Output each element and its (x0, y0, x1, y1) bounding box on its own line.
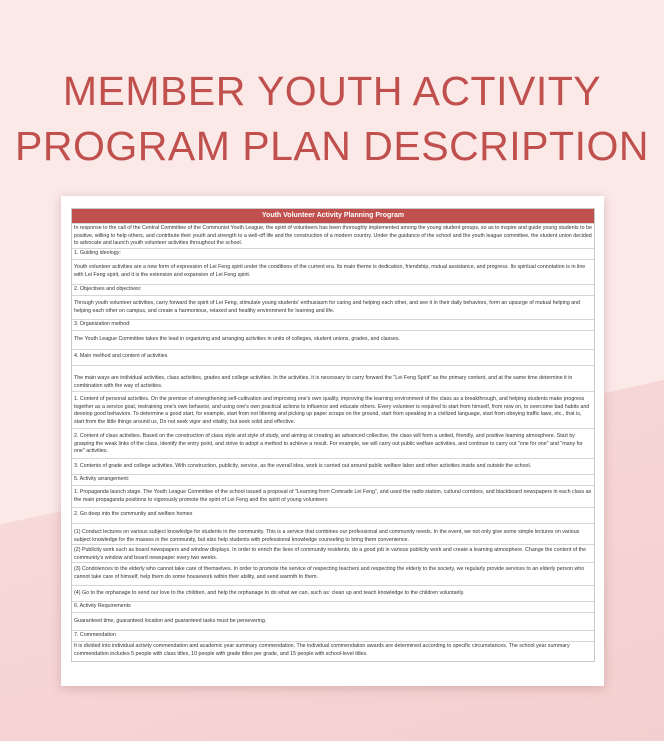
table-row: 3. Organization method: (72, 319, 594, 330)
table-row: 1. Content of personal activities. On the premise of strengthening self-cultivation and improving one's own quality, improving the learning environment of the class as a breakthrough, and helping students make progress together as a service goal, restraining one's own behavior, and using one's own practical actions to influence and educate others. Every volunteer is required to start from himself, from now on, to overcome bad habits and develop good behaviors. To determine a good start, for example, start from not littering and picking up paper scraps on the ground, start from speaking in a civilized language, start from obeying traffic laws, etc., that is, start from the little things around us, Do not seek vigor and vitality, but seek solid and effective. (72, 391, 594, 428)
table-row: 7. Commendation (72, 630, 594, 641)
table-row: The Youth League Committee takes the lead in organizing and arranging activities in units of colleges, student unions, grades, and classes. (72, 330, 594, 349)
table-row: 1. Propaganda launch stage. The Youth League Committee of the school issued a proposal of "Learning from Comrade Lei Feng", and used the radio station, cultural corridors, and blackboard newspapers in each class as the main propaganda positions to vigorously promote the spirit of Lei Feng and the spirit of young volunteers (72, 485, 594, 507)
table-row: 6. Activity Requirements (72, 601, 594, 612)
table-row: In response to the call of the Central Committee of the Communist Youth League, the spirit of volunteers has been thoroughly implemented among the young student groups, so as to inspire and guide young students to be positive, willing to help others, and contribute their youth and strength to a well-off life and the construction of a modern country. Under the guidance of the school and the youth league committee, the student union decided to advocate and launch youth volunteer activities throughout the school. (72, 223, 594, 248)
table-row: (4) Go to the orphanage to send our love to the children, and help the orphanage to do what we can, such as: clean up and teach knowledge to the children voluntarily. (72, 585, 594, 601)
table-row: (1) Conduct lectures on various subject knowledge for students in the community. This is a service that combines our professional and community needs. In the event, we not only give some simple lectures on various subject knowledge for the masses in the community, but also help students with professional knowledge counseling to bring them convenience. (72, 523, 594, 544)
hero-title-line-2: PROGRAM PLAN DESCRIPTION (15, 123, 649, 169)
spreadsheet-preview (61, 196, 604, 686)
table-row: 4. Main method and content of activities (72, 349, 594, 365)
table-row: 3. Contents of grade and college activities. With construction, publicity, service, as the overall idea, work is carried out around public welfare labor and other activities inside and outside the school. (72, 458, 594, 474)
table-row: 2. Content of class activities. Based on the construction of class style and style of study, and aiming at creating an advanced collective, the class will form a united, friendly, and positive learning atmosphere. Start by grasping the weak links of the class, identify the entry point, and strive to adopt a method to achieve a result. For example, we will carry out public welfare activities, and continue to carry out "one for one" and "many for one" activities. (72, 428, 594, 458)
table-title: Youth Volunteer Activity Planning Program (72, 209, 594, 223)
table-row: 5. Activity arrangement: (72, 474, 594, 485)
table-row: 2. Objectives and objectives: (72, 284, 594, 295)
table-row: The main ways are individual activities, class activities, grades and college activities. In the activities, it is necessary to carry forward the "Lei Feng Spirit" as the primary content, and at the same time determine it in combination with the way of activities. (72, 365, 594, 391)
table-row: Guaranteed time, guaranteed location and guaranteed tasks must be persevering. (72, 612, 594, 630)
table-row: 1. Guiding ideology: (72, 248, 594, 259)
table-row: (2) Publicity work such as board newspapers and window displays. In order to enrich the lives of community residents, do a good job in various publicity work and create a learning atmosphere. Change the content of the community's window and board newspaper every two weeks. (72, 544, 594, 562)
table-row: Through youth volunteer activities, carry forward the spirit of Lei Feng, stimulate young students' enthusiasm for caring and helping each other, and see it in their daily behaviors, form an upsurge of mutual helping and helping each other on campus, and create a harmonious, relaxed and healthy environment for learning and life. (72, 295, 594, 319)
table-row: 2. Go deep into the community and welfare homes (72, 507, 594, 523)
hero-title-line-1: MEMBER YOUTH ACTIVITY (62, 68, 602, 114)
table-row: Youth volunteer activities are a new form of expression of Lei Feng spirit under the conditions of the current era. Its main theme is dedication, friendship, mutual assistance, and progress. Its spiritual connotation is in line with Lei Feng spirit, and it is the extension and expansion of Lei Feng spirit. (72, 259, 594, 284)
plan-table (71, 208, 595, 662)
table-row: It is divided into individual activity commendation and academic year summary commendation. The individual commendation awards are determined according to specific circumstances. The school year summary commendation includes 5 people with class titles, 10 people with grade titles per grade, and 15 people with school-level titles. (72, 641, 594, 661)
hero-title (0, 64, 664, 174)
table-row: (3) Condolences to the elderly who cannot take care of themselves. In order to promote the service of respecting teachers and respecting the elderly to the society, we regularly provide services to an elderly person who cannot take care of himself, help them do some housework within their ability, and send warmth to them. (72, 562, 594, 585)
